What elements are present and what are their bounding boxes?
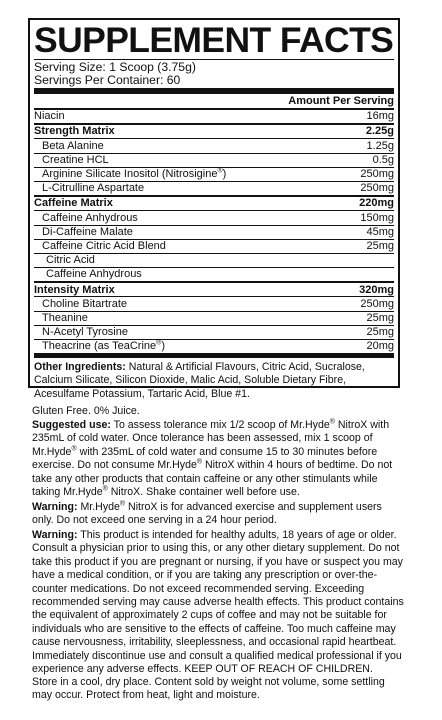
serving-info — [34, 60, 394, 88]
nutrient-row — [34, 168, 394, 181]
nutrient-table — [34, 108, 394, 353]
supplement-facts-panel — [28, 18, 400, 400]
nutrient-row — [34, 297, 394, 310]
nutrient-row — [34, 211, 394, 224]
nutrient-name: N-Acetyl Tyrosine — [42, 326, 128, 339]
storage-note: Store in a cool, dry place. Content sold by weight not volume, some settling may occur. Protect from heat, light and moisture. — [32, 676, 385, 702]
amount-header-label: Amount Per Serving — [288, 94, 394, 107]
nutrient-row — [34, 125, 394, 138]
nutrient-amount: 150mg — [360, 211, 394, 224]
nutrient-row — [34, 197, 394, 210]
nutrient-amount: 250mg — [360, 168, 394, 181]
servings-per-container: Servings Per Container: 60 — [34, 72, 181, 87]
nutrient-name: Intensity Matrix — [34, 283, 115, 296]
nutrient-amount: 45mg — [366, 225, 394, 238]
warning-advanced — [32, 501, 404, 528]
nutrient-name: Theanine — [42, 311, 88, 324]
nutrient-amount: 20mg — [366, 340, 394, 353]
warning-advanced-label: Warning: — [32, 501, 78, 513]
nutrient-name: Choline Bitartrate — [42, 297, 127, 310]
nutrient-row — [34, 226, 394, 239]
nutrient-amount: 1.25g — [366, 139, 394, 152]
nutrient-row — [34, 139, 394, 152]
suggested-use — [32, 419, 404, 499]
nutrient-name: Strength Matrix — [34, 125, 115, 138]
nutrient-name: Caffeine Anhydrous — [46, 268, 142, 281]
nutrient-name: Citric Acid — [46, 254, 95, 267]
nutrient-row — [34, 340, 394, 353]
warning-advanced-text: Mr.Hyde® NitroX is for advanced exercise and supplement users only. Do not exceed one serving in a 24 hour period. — [32, 500, 382, 527]
nutrient-name: Arginine Silicate Inositol (Nitrosigine®) — [42, 167, 227, 181]
nutrient-amount: 220mg — [359, 197, 394, 210]
nutrient-row — [34, 283, 394, 296]
other-ingredients — [34, 358, 394, 401]
nutrient-amount: 16mg — [366, 110, 394, 123]
nutrient-name: Niacin — [34, 110, 65, 123]
nutrient-amount: 25mg — [366, 326, 394, 339]
nutrient-amount: 25mg — [366, 239, 394, 252]
nutrient-name: Di-Caffeine Malate — [42, 225, 133, 238]
nutrient-amount: 25mg — [366, 311, 394, 324]
nutrient-name: L-Citrulline Aspartate — [42, 182, 145, 195]
nutrient-row — [34, 240, 394, 253]
nutrient-name: Creatine HCL — [42, 153, 109, 166]
nutrient-name: Beta Alanine — [42, 139, 104, 152]
warning-health-label: Warning: — [32, 529, 78, 541]
amount-per-serving-header — [34, 94, 394, 108]
nutrient-row — [34, 154, 394, 167]
suggested-use-label: Suggested use: — [32, 419, 111, 431]
other-ingredients-label: Other Ingredients: — [34, 361, 126, 374]
nutrient-row — [34, 110, 394, 123]
nutrient-row — [34, 312, 394, 325]
nutrient-row — [34, 182, 394, 195]
nutrient-name: Theacrine (as TeaCrine®) — [42, 339, 165, 353]
nutrient-amount: 320mg — [359, 283, 394, 296]
nutrient-row — [34, 254, 394, 267]
nutrient-row — [34, 326, 394, 339]
other-ingredients-text: Natural & Artificial Flavours, Citric Acid, Sucralose, Calcium Silicate, Silicon Dioxide, Malic Acid, Soluble Dietary Fibre, Acesulfame Potassium, Tartaric Acid, Blue #1. — [34, 361, 365, 400]
nutrient-amount: 250mg — [360, 182, 394, 195]
gluten-note: Gluten Free. 0% Juice. — [32, 405, 140, 417]
nutrient-amount: 0.5g — [372, 153, 394, 166]
nutrient-amount: 250mg — [360, 297, 394, 310]
warning-health — [32, 529, 404, 676]
nutrient-name: Caffeine Anhydrous — [42, 211, 138, 224]
nutrient-name: Caffeine Citric Acid Blend — [42, 239, 166, 252]
warning-health-text: This product is intended for healthy adults, 18 years of age or older. Consult a physician prior to using this, or any other dietary supplement. Do not take this product if you are pregnant or nursing, if you have or suspect you may have a medical condition, or if you are taking any prescription or over-the-counter medications. Do not exceed recommended serving. Exceeding recommended serving may cause adverse health effects. This product contains the equivalent of approximately 2 cups of coffee and may not be suitable for individuals who are sensitive to the effects of caffeine. Too much caffeine may cause nervousness, irritability, sleeplessness, and occasional rapid heartbeat. Immediately discontinue use and consult a qualified medical professional if you experience any adverse effects. KEEP OUT OF REACH OF CHILDREN. — [32, 529, 404, 676]
serving-size: Serving Size: 1 Scoop (3.75g) — [34, 60, 196, 74]
panel-title: SUPPLEMENT FACTS — [34, 20, 394, 60]
nutrient-amount: 2.25g — [365, 125, 394, 138]
suggested-use-text: To assess tolerance mix 1/2 scoop of Mr.Hyde® NitroX with 235mL of cold water. Once tolerance has been assessed, mix 1 scoop of Mr.Hyde® with 235mL of cold water and consume 15 to 30 minutes before exercise. Do not consume Mr.Hyde® NitroX within 4 hours of bedtime. Do not take any other products that contain caffeine or any other stimulants while taking Mr.Hyde® NitroX. Shake container well before use. — [32, 418, 393, 499]
nutrient-name: Caffeine Matrix — [34, 197, 113, 210]
nutrient-row — [34, 268, 394, 281]
